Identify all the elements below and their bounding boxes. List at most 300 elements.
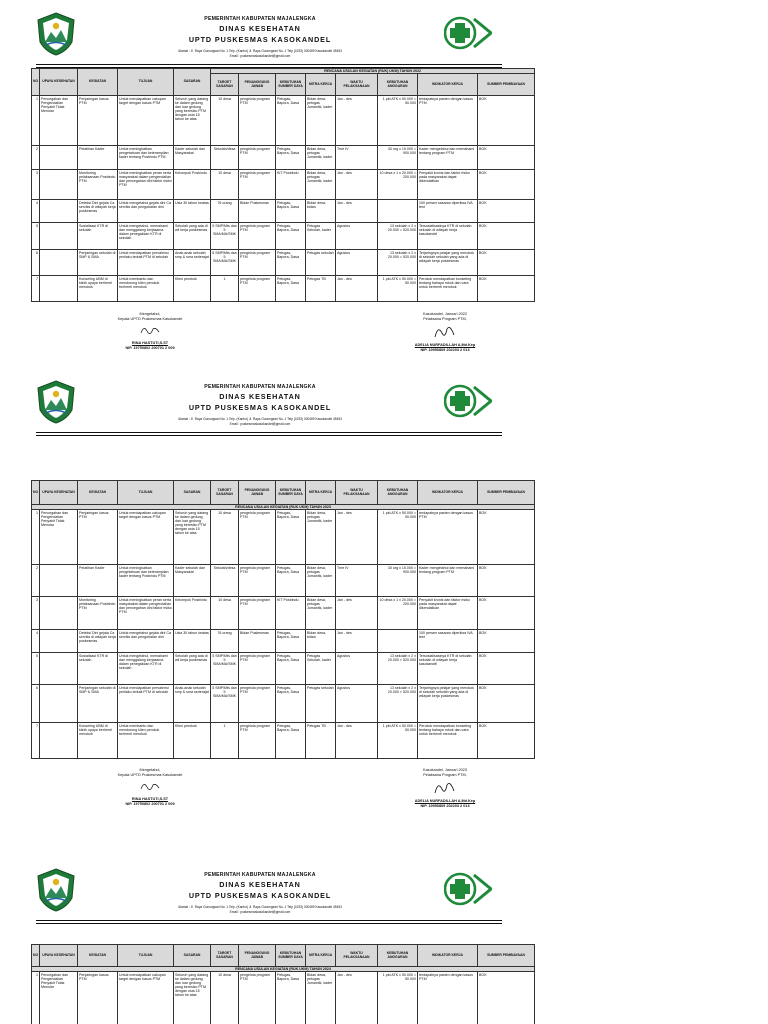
cell-kegiatan: Penjaringan kasus PTM: [78, 96, 118, 146]
signature-scribble-icon: [432, 779, 458, 797]
table-row: [32, 223, 535, 250]
cell-indikator: Terjaringnya pelajar yang merokok di sekolah sekolah yang ada di wilayah kerja puskesmas: [418, 250, 478, 276]
cell-kegiatan: Pelatihan Kader: [78, 146, 118, 170]
cell-tujuan: Untuk mendapatkan cakupan target dengan kasus PTM: [118, 972, 174, 1024]
cell-sasaran: Usia 30 tahun keatas: [174, 630, 211, 653]
cell-sasaran: Kelompok Posbindu: [174, 170, 211, 200]
sign-right-name: ADELIA NURFADILLAH A,Md.Kep: [414, 343, 476, 348]
col-tujuan: TUJUAN: [118, 69, 174, 96]
sign-left-title: Kepala UPTD Puskesmas Kasokandel: [117, 316, 183, 321]
cell-anggaran: 13 sekolah x 2 x 20.000 = 520.000: [378, 653, 418, 685]
cell-sumber: BOK: [478, 170, 535, 200]
cell-mitra: Petugas, Bapora, Dasa: [276, 630, 306, 653]
cell-upaya: [40, 685, 78, 723]
sign-right-date: Kasokandel, Januari 2023: [423, 768, 467, 772]
letterhead: [36, 868, 502, 918]
cell-pj: pengelola program PTM: [239, 250, 276, 276]
col-kebutuhan-sd: KEBUTUHAN SUMBER DAYA: [276, 74, 306, 96]
cell-mitra: KIT Posbindu: [276, 170, 306, 200]
col-kebutuhan-sd: KEBUTUHAN SUMBER DAYA: [276, 945, 306, 967]
cell-no: 1: [32, 510, 40, 565]
cell-target: 10 desa: [211, 96, 239, 146]
cell-sasaran: Kelompok Posbindu: [174, 597, 211, 630]
cell-mitra: Petugas, Bapora, Dasa: [276, 685, 306, 723]
cell-pj: pengelola program PTM: [239, 653, 276, 685]
col-sumber: SUMBER PEMBIAYAAN: [478, 481, 535, 505]
col-waktu: WAKTU PELAKSANAAN: [336, 74, 378, 96]
cell-mitra: Petugas, Bapora, Dasa: [276, 200, 306, 223]
cell-mitra: Petugas, Bapora, Dasa: [276, 723, 306, 759]
cell-no: 7: [32, 276, 40, 302]
letterhead-rule-thin: [36, 435, 502, 436]
col-pj: PENANGGUNG JAWAB: [239, 481, 276, 505]
cell-anggaran: 13 sekolah x 2 x 20.000 = 520.000: [378, 685, 418, 723]
cell-kegiatan: Pelatihan Kader: [78, 565, 118, 597]
sign-right-nip: NIP. 19950809 202203 2 013: [420, 803, 470, 808]
cell-indikator: 100 persen sasaran diperiksa IVA test: [418, 200, 478, 223]
cell-mitra2: Bidan desa, petugas Jumantik, kader: [306, 510, 336, 565]
cell-sumber: BOK: [478, 96, 535, 146]
signature-right: [390, 768, 500, 808]
cell-no: 4: [32, 200, 40, 223]
cell-indikator: Tersosialisasinya KTR di sekolah sekolah di wilayah kerja kasokandel: [418, 223, 478, 250]
col-upaya: UPAYA KESEHATAN: [40, 69, 78, 96]
cell-indikator: terdapatnya pasien dengan kasus PTM: [418, 510, 478, 565]
sign-right-name: ADELIA NURFADILLAH A,Md.Kep: [414, 799, 476, 804]
cell-indikator: Penyakit kronis dan faktor risiko pada masyarakat dapat dikendalikan: [418, 170, 478, 200]
letterhead-unit: UPTD PUSKESMAS KASOKANDEL: [188, 891, 332, 900]
cell-sumber: BOK: [478, 200, 535, 223]
letterhead-email: Email : puskesmaskasokandel@gmail.com: [229, 54, 291, 58]
cell-target: 76 orang: [211, 630, 239, 653]
table-row: [32, 146, 535, 170]
cell-upaya: Pencegahan dan Pengendalian Penyakit Tidak Menular: [40, 972, 78, 1024]
table-row: [32, 972, 535, 1024]
cell-upaya: Pencegahan dan Pengendalian Penyakit Tidak Menular: [40, 510, 78, 565]
sign-left-greeting: Mengetahui,: [139, 768, 161, 772]
letterhead-rule: [36, 920, 502, 921]
letterhead-government: PEMERINTAH KABUPATEN MAJALENGKA: [204, 872, 316, 878]
cell-anggaran: 10 desa x 1 x 20.000 = 200.000: [378, 170, 418, 200]
letterhead-address: Alamat : Jl. Raya Gunungsari No. 1 Telp. (Kantor) Jl. Raya Gunungsari No. 1 Telp (0233) 000489 Kasokandel 45453: [178, 905, 342, 909]
cell-kegiatan: Konseling UBM di klinik upaya berhenti merokok: [78, 276, 118, 302]
cell-target: 5 SMP/Mts dan 5 SMA/MA/SMK: [211, 685, 239, 723]
cell-mitra: KIT Posbindu: [276, 597, 306, 630]
cell-sumber: BOK: [478, 972, 535, 1024]
cell-pj: pengelola program PTM: [239, 972, 276, 1024]
cell-target: 10 desa: [211, 170, 239, 200]
cell-mitra: Petugas, Bapora, Dasa: [276, 250, 306, 276]
cell-tujuan: Untuk mendapatkan prevalensi perilaku terkait PTM di sekolah: [118, 685, 174, 723]
cell-tujuan: Untuk mendapatkan cakupan target dengan kasus PTM: [118, 510, 174, 565]
cell-pj: Bidan Puskesmas: [239, 200, 276, 223]
col-sasaran: SASARAN: [174, 945, 211, 967]
letterhead-rule: [36, 64, 502, 65]
cell-sumber: BOK: [478, 223, 535, 250]
col-sumber: SUMBER PEMBIAYAAN: [478, 945, 535, 967]
cell-kegiatan: Sosialisasi KTR di sekolah: [78, 653, 118, 685]
signature-scribble-icon: [432, 323, 458, 341]
cell-anggaran: 1 pkt ATK x 50.000 = 50.000: [378, 96, 418, 146]
cell-sasaran: Klien perokok: [174, 723, 211, 759]
cell-mitra2: Petugas TB: [306, 723, 336, 759]
cell-waktu: Tme IV: [336, 146, 378, 170]
sign-right-title: Pelaksana Program PTM,: [423, 316, 467, 321]
col-no: NO: [32, 945, 40, 967]
col-sasaran: SASARAN: [174, 69, 211, 96]
table-caption: RENCANA USULAN KEGIATAN (RUK) UKM) TAHUN 2022: [211, 69, 535, 74]
cell-mitra: Petugas, Bapora, Dasa: [276, 96, 306, 146]
table-row: [32, 170, 535, 200]
cell-no: 6: [32, 685, 40, 723]
cell-tujuan: Untuk mengetahui, memahami dan menggalang kerjasama dalam penegakkan KTR di sekolah: [118, 223, 174, 250]
cell-waktu: Jan - des: [336, 200, 378, 223]
cell-sumber: BOK: [478, 723, 535, 759]
col-anggaran: KEBUTUHAN ANGGARAN: [378, 481, 418, 505]
signature-scribble-icon: [139, 779, 161, 793]
cell-kegiatan: Monitoring pelaksanaan Posbindu PTM: [78, 597, 118, 630]
cell-target: 5 SMP/Mts dan 5 SMA/MA/SMK: [211, 223, 239, 250]
cell-no: 7: [32, 723, 40, 759]
cell-target: 10 desa: [211, 597, 239, 630]
cell-sumber: BOK: [478, 630, 535, 653]
col-sumber: SUMBER PEMBIAYAAN: [478, 74, 535, 96]
cell-upaya: Pencegahan dan Pengendalian Penyakit Tidak Menular: [40, 96, 78, 146]
table-row: [32, 685, 535, 723]
letterhead-agency: DINAS KESEHATAN: [219, 392, 301, 401]
cell-pj: Bidan Puskesmas: [239, 630, 276, 653]
cell-waktu: Jan - des: [336, 630, 378, 653]
cell-pj: pengelola program PTM: [239, 223, 276, 250]
cell-mitra2: Bidan desa, petugas Jumantik, kader: [306, 96, 336, 146]
cell-indikator: 100 persen sasaran diperiksa IVA test: [418, 630, 478, 653]
col-tujuan: TUJUAN: [118, 481, 174, 505]
cell-sumber: BOK: [478, 653, 535, 685]
cell-no: 2: [32, 565, 40, 597]
cell-pj: pengelola program PTM: [239, 510, 276, 565]
cell-sumber: BOK: [478, 276, 535, 302]
cell-anggaran: 1 pkt ATK x 50.000 = 50.000: [378, 972, 418, 1024]
cell-waktu: Jan - des: [336, 170, 378, 200]
cell-kegiatan: Penjaringan sekolah di SMP & SMA: [78, 685, 118, 723]
letterhead-rule: [36, 432, 502, 433]
cell-anggaran: 1 pkt ATK x 50.000 = 50.000: [378, 723, 418, 759]
cell-mitra2: Bidan desa, petugas Jumantik, kader: [306, 146, 336, 170]
sign-left-nip: NIP. 19750802 200701 2 009: [125, 345, 175, 350]
cell-pj: pengelola program PTM: [239, 723, 276, 759]
cell-mitra: Petugas, Bapora, Dasa: [276, 565, 306, 597]
cell-tujuan: Untuk meningkatkan peran serta masyarakat dalam pengendalian dan pencegahan dini faktor risiko PTM: [118, 597, 174, 630]
sign-right-date: Kasokandel, Januari 2022: [423, 312, 467, 316]
signature-scribble-icon: [139, 323, 161, 337]
col-mitra: MITRA KERJA: [306, 945, 336, 967]
sign-left-nip: NIP. 19750802 200701 2 009: [125, 801, 175, 806]
col-indikator: INDIKATOR KERJA: [418, 945, 478, 967]
cell-upaya: [40, 723, 78, 759]
cell-kegiatan: Sosialisasi KTR di sekolah: [78, 223, 118, 250]
cell-tujuan: Untuk mengetahui gejala dini Ca serviks dan pengobatan dini: [118, 630, 174, 653]
table-row: [32, 250, 535, 276]
cell-upaya: [40, 200, 78, 223]
cell-sasaran: Seluruh yang datang ke dalam gedung dan luar gedung yang beresiko PTM dengan usia 15 tahun ke atas: [174, 96, 211, 146]
cell-pj: pengelola program PTM: [239, 597, 276, 630]
cell-target: 1: [211, 276, 239, 302]
cell-upaya: [40, 250, 78, 276]
table-row: [32, 630, 535, 653]
letterhead-unit: UPTD PUSKESMAS KASOKANDEL: [188, 35, 332, 44]
table-row: [32, 276, 535, 302]
cell-target: 10 desa: [211, 510, 239, 565]
cell-anggaran: 30 org x 15.000 = 900.000: [378, 146, 418, 170]
cell-indikator: Perokok mendapatkan konseling tentang bahaya rokok dan cara untuk berhenti merokok: [418, 723, 478, 759]
cell-waktu: Jan - des: [336, 972, 378, 1024]
cell-waktu: Agustus: [336, 223, 378, 250]
letterhead-rule-thin: [36, 923, 502, 924]
cell-anggaran: 13 sekolah x 2 x 20.000 = 520.000: [378, 250, 418, 276]
cell-indikator: Kader mengetahui dan memahami tentang program PTM: [418, 565, 478, 597]
col-mitra: MITRA KERJA: [306, 74, 336, 96]
sign-left-greeting: Mengetahui,: [139, 312, 161, 316]
cell-upaya: [40, 630, 78, 653]
cell-no: 4: [32, 630, 40, 653]
cell-sasaran: Sekolah yang ada di wil kerja puskesmas: [174, 653, 211, 685]
letterhead: [36, 12, 502, 62]
cell-kegiatan: Penjaringan kasus PTM: [78, 510, 118, 565]
cell-target: 5 SMP/Mts dan 5 SMA/MA/SMK: [211, 653, 239, 685]
cell-kegiatan: Penjaringan kasus PTM: [78, 972, 118, 1024]
col-target: TARGET SASARAN: [211, 74, 239, 96]
cell-pj: pengelola program PTM: [239, 276, 276, 302]
cell-mitra2: Petugas Sekolah, kader: [306, 653, 336, 685]
table-caption: RENCANA USULAN KEGIATAN (RUK UKM) TAHUN 2024: [32, 967, 535, 972]
majalengka-emblem-icon: [36, 380, 76, 424]
cell-sumber: BOK: [478, 597, 535, 630]
table-row: [32, 597, 535, 630]
col-no: NO: [32, 481, 40, 505]
cell-tujuan: Untuk membantu dan mendorong klien perokok berhenti merokok: [118, 723, 174, 759]
cell-mitra: Petugas, Bapora, Dasa: [276, 510, 306, 565]
col-tujuan: TUJUAN: [118, 945, 174, 967]
cell-mitra2: Petugas sekolah: [306, 685, 336, 723]
bakti-husada-logo-icon: [444, 872, 492, 906]
cell-kegiatan: Monitoring pelaksanaan Posbindu PTM: [78, 170, 118, 200]
table-row: [32, 723, 535, 759]
cell-mitra2: Petugas TB: [306, 276, 336, 302]
cell-tujuan: Untuk mengetahui gejala dini Ca serviks dan pengobatan dini: [118, 200, 174, 223]
cell-kegiatan: Konseling UBM di klinik upaya berhenti merokok: [78, 723, 118, 759]
cell-waktu: Jan - des: [336, 597, 378, 630]
cell-upaya: [40, 565, 78, 597]
cell-no: 2: [32, 146, 40, 170]
cell-anggaran: [378, 630, 418, 653]
cell-sasaran: Anak-anak sekolah smp & sma sederajat: [174, 250, 211, 276]
col-pj: PENANGGUNG JAWAB: [239, 945, 276, 967]
cell-mitra: Petugas, Bapora, Dasa: [276, 653, 306, 685]
col-pj: PENANGGUNG JAWAB: [239, 74, 276, 96]
cell-pj: pengelola program PTM: [239, 565, 276, 597]
bakti-husada-logo-icon: [444, 384, 492, 418]
cell-indikator: Terjaringnya pelajar yang merokok di sekolah sekolah yang ada di wilayah kerja puskesmas: [418, 685, 478, 723]
cell-sumber: BOK: [478, 250, 535, 276]
letterhead-email: Email : puskesmaskasokandel@gmail.com: [229, 910, 291, 914]
cell-tujuan: Untuk meningkatkan pengetahuan dan keterampilan kader tentang Posbindu PTM: [118, 146, 174, 170]
sign-left-name: RINA HASTUTI,S.ST: [131, 341, 169, 346]
letterhead-address: Alamat : Jl. Raya Gunungsari No. 1 Telp. (Kantor) Jl. Raya Gunungsari No. 1 Telp (0233) 000489 Kasokandel 45453: [178, 417, 342, 421]
cell-anggaran: 30 org x 15.000 = 900.000: [378, 565, 418, 597]
cell-tujuan: Untuk mendapatkan prevalensi perilaku terkait PTM di sekolah: [118, 250, 174, 276]
cell-sasaran: Seluruh yang datang ke dalam gedung dan luar gedung yang beresiko PTM dengan usia 15 tahun ke atas: [174, 972, 211, 1024]
cell-pj: pengelola program PTM: [239, 146, 276, 170]
cell-sasaran: Kader sekolah dan Masyarakat: [174, 565, 211, 597]
cell-upaya: [40, 170, 78, 200]
cell-target: Sekolah/desa: [211, 565, 239, 597]
cell-sumber: BOK: [478, 510, 535, 565]
majalengka-emblem-icon: [36, 868, 76, 912]
col-target: TARGET SASARAN: [211, 481, 239, 505]
cell-target: 5 SMP/Mts dan 5 SMA/MA/SMK: [211, 250, 239, 276]
cell-mitra2: Bidan desa, petugas Jumantik, kader: [306, 170, 336, 200]
cell-waktu: Agustus: [336, 653, 378, 685]
cell-pj: pengelola program PTM: [239, 170, 276, 200]
cell-indikator: terdapatnya pasien dengan kasus PTM: [418, 972, 478, 1024]
cell-waktu: Jan - des: [336, 723, 378, 759]
sign-right-title: Pelaksana Program PTM,: [423, 772, 467, 777]
cell-kegiatan: Deteksi Dini gejala Ca serviks di wilayah kerja puskesmas: [78, 200, 118, 223]
cell-no: 6: [32, 250, 40, 276]
col-indikator: INDIKATOR KERJA: [418, 74, 478, 96]
col-anggaran: KEBUTUHAN ANGGARAN: [378, 74, 418, 96]
cell-indikator: Perokok mendapatkan konseling tentang bahaya rokok dan cara untuk berhenti merokok: [418, 276, 478, 302]
letterhead-email: Email : puskesmaskasokandel@gmail.com: [229, 422, 291, 426]
ruk-table: [31, 68, 535, 302]
signature-left: [100, 312, 200, 350]
cell-anggaran: 1 pkt ATK x 50.000 = 50.000: [378, 276, 418, 302]
col-kegiatan: KEGIATAN: [78, 69, 118, 96]
col-sasaran: SASARAN: [174, 481, 211, 505]
sign-left-title: Kepala UPTD Puskesmas Kasokandel: [117, 772, 183, 777]
cell-tujuan: Untuk mendapatkan cakupan target dengan kasus PTM: [118, 96, 174, 146]
cell-upaya: [40, 597, 78, 630]
cell-indikator: Tersosialisasinya KTR di sekolah sekolah di wilayah kerja kasokandel: [418, 653, 478, 685]
cell-target: 76 orang: [211, 200, 239, 223]
cell-upaya: [40, 223, 78, 250]
cell-kegiatan: Deteksi Dini gejala Ca serviks di wilayah kerja puskesmas: [78, 630, 118, 653]
cell-tujuan: Untuk mengetahui, memahami dan menggalang kerjasama dalam penegakkan KTR di sekolah: [118, 653, 174, 685]
col-kebutuhan-sd: KEBUTUHAN SUMBER DAYA: [276, 481, 306, 505]
cell-no: 5: [32, 223, 40, 250]
cell-sasaran: Anak-anak sekolah smp & sma sederajat: [174, 685, 211, 723]
cell-waktu: Jan - des: [336, 510, 378, 565]
cell-mitra: Petugas, Bapora, Dasa: [276, 146, 306, 170]
table-row: [32, 200, 535, 223]
cell-mitra2: Bidan desa, bidan: [306, 200, 336, 223]
cell-sasaran: Usia 30 tahun keatas: [174, 200, 211, 223]
cell-tujuan: Untuk meningkatkan pengetahuan dan keterampilan kader tentang Posbindu PTM: [118, 565, 174, 597]
cell-sasaran: Sekolah yang ada di wil kerja puskesmas: [174, 223, 211, 250]
cell-pj: pengelola program PTM: [239, 685, 276, 723]
cell-target: Sekolah/desa: [211, 146, 239, 170]
col-no: NO: [32, 69, 40, 96]
cell-mitra2: Petugas Sekolah, kader: [306, 223, 336, 250]
table-row: [32, 565, 535, 597]
table-row: [32, 653, 535, 685]
cell-mitra2: Bidan desa, petugas Jumantik, kader: [306, 972, 336, 1024]
cell-anggaran: 10 desa x 1 x 20.000 = 200.000: [378, 597, 418, 630]
cell-target: 1: [211, 723, 239, 759]
cell-anggaran: 1 pkt ATK x 50.000 = 50.000: [378, 510, 418, 565]
cell-mitra2: Bidan desa, petugas Jumantik, kader: [306, 597, 336, 630]
cell-tujuan: Untuk meningkatkan peran serta masyarakat dalam pengendalian dan pencegahan dini faktor risiko PTM: [118, 170, 174, 200]
cell-target: 10 desa: [211, 972, 239, 1024]
letterhead-unit: UPTD PUSKESMAS KASOKANDEL: [188, 403, 332, 412]
cell-indikator: Kader mengetahui dan memahami tentang program PTM: [418, 146, 478, 170]
cell-anggaran: 13 sekolah x 2 x 20.000 = 520.000: [378, 223, 418, 250]
cell-indikator: terdapatnya pasien dengan kasus PTM: [418, 96, 478, 146]
cell-no: 5: [32, 653, 40, 685]
col-waktu: WAKTU PELAKSANAAN: [336, 945, 378, 967]
cell-sasaran: Kader sekolah dan Masyarakat: [174, 146, 211, 170]
cell-sumber: BOK: [478, 685, 535, 723]
table-caption: RENCANA USULAN KEGIATAN (RUK UKM) TAHUN 2023: [32, 505, 535, 510]
bakti-husada-logo-icon: [444, 16, 492, 50]
cell-no: 3: [32, 170, 40, 200]
cell-waktu: Agustus: [336, 250, 378, 276]
ruk-table: [31, 480, 535, 759]
letterhead-government: PEMERINTAH KABUPATEN MAJALENGKA: [204, 384, 316, 390]
col-anggaran: KEBUTUHAN ANGGARAN: [378, 945, 418, 967]
letterhead: [36, 380, 502, 430]
cell-sumber: BOK: [478, 146, 535, 170]
col-waktu: WAKTU PELAKSANAAN: [336, 481, 378, 505]
majalengka-emblem-icon: [36, 12, 76, 56]
cell-waktu: Agustus: [336, 685, 378, 723]
col-upaya: UPAYA KESEHATAN: [40, 481, 78, 505]
table-row: [32, 510, 535, 565]
cell-mitra: Petugas, Bapora, Dasa: [276, 223, 306, 250]
cell-upaya: [40, 276, 78, 302]
table-row: [32, 96, 535, 146]
col-kegiatan: KEGIATAN: [78, 481, 118, 505]
cell-upaya: [40, 146, 78, 170]
col-target: TARGET SASARAN: [211, 945, 239, 967]
letterhead-agency: DINAS KESEHATAN: [219, 24, 301, 33]
cell-no: 1: [32, 96, 40, 146]
cell-pj: pengelola program PTM: [239, 96, 276, 146]
cell-kegiatan: Penjaringan sekolah di SMP & SMA: [78, 250, 118, 276]
cell-no: 3: [32, 597, 40, 630]
cell-upaya: [40, 653, 78, 685]
cell-waktu: Tme IV: [336, 565, 378, 597]
cell-anggaran: [378, 200, 418, 223]
cell-sumber: BOK: [478, 565, 535, 597]
signature-right: [390, 312, 500, 352]
letterhead-government: PEMERINTAH KABUPATEN MAJALENGKA: [204, 16, 316, 22]
ruk-table: [31, 944, 535, 1024]
cell-mitra: Petugas, Bapora, Dasa: [276, 972, 306, 1024]
sign-right-nip: NIP. 19950809 202203 2 013: [420, 347, 470, 352]
cell-indikator: Penyakit kronis dan faktor risiko pada masyarakat dapat dikendalikan: [418, 597, 478, 630]
sign-left-name: RINA HASTUTI,S.ST: [131, 797, 169, 802]
cell-mitra: Petugas, Bapora, Dasa: [276, 276, 306, 302]
cell-sasaran: Klien perokok: [174, 276, 211, 302]
cell-sasaran: Seluruh yang datang ke dalam gedung dan luar gedung yang beresiko PTM dengan usia 15 tahun ke atas: [174, 510, 211, 565]
cell-waktu: Jan - des: [336, 276, 378, 302]
cell-waktu: Jan - des: [336, 96, 378, 146]
col-kegiatan: KEGIATAN: [78, 945, 118, 967]
cell-mitra2: Bidan desa, bidan: [306, 630, 336, 653]
col-mitra: MITRA KERJA: [306, 481, 336, 505]
letterhead-address: Alamat : Jl. Raya Gunungsari No. 1 Telp. (Kantor) Jl. Raya Gunungsari No. 1 Telp (0233) 000489 Kasokandel 45453: [178, 49, 342, 53]
